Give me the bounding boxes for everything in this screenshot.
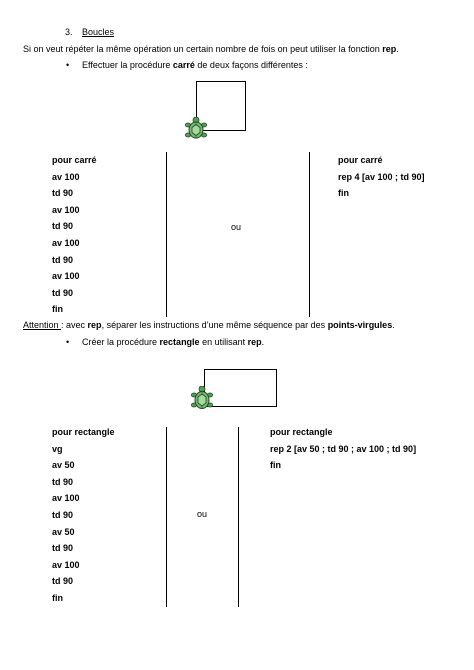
code-line: av 100 (52, 271, 80, 282)
code-line: av 50 (52, 526, 75, 537)
intro-text: Si on veut répéter la même opération un certain nombre de fois on peut utiliser la fonction (23, 44, 383, 54)
task1-end: de deux façons différentes : (194, 60, 308, 70)
code-line: fin (52, 304, 63, 315)
table1-divider-right (309, 152, 310, 317)
table1-divider-left (166, 152, 167, 317)
table2-or-label: ou (197, 509, 208, 519)
code-line: td 90 (52, 576, 74, 587)
turtle-icon (184, 117, 208, 141)
rectangle-figure (204, 369, 277, 407)
attention-keyword-semicolons: points-virgules (327, 320, 393, 330)
table2-divider-right (238, 427, 239, 607)
code-line: td 90 (52, 221, 74, 232)
section-title: Boucles (82, 27, 115, 37)
attention-text-1: : avec (61, 320, 88, 330)
code-line: td 90 (52, 510, 74, 520)
code-line: av 100 (52, 559, 80, 570)
code-line: av 50 (52, 460, 75, 471)
attention-text-2: , séparer les instructions d’une même séquence par des (101, 320, 328, 330)
bullet-icon: • (66, 60, 70, 70)
code-line: pour carré (338, 155, 383, 165)
code-line: pour rectangle (270, 427, 333, 437)
intro-keyword: rep (382, 44, 397, 54)
task2-line (82, 337, 264, 348)
section-number: 3. (65, 27, 73, 37)
task1-keyword: carré (172, 60, 195, 70)
code-line: rep 2 [av 50 ; td 90 ; av 100 ; td 90] (270, 443, 417, 454)
attention-text-3: . (392, 320, 395, 330)
code-line: pour rectangle (52, 427, 115, 437)
code-line: av 100 (52, 171, 80, 182)
code-line: td 90 (52, 543, 74, 554)
code-line: rep 4 [av 100 ; td 90] (338, 171, 425, 182)
code-line: av 100 (52, 204, 80, 215)
attention-keyword-rep: rep (87, 320, 102, 330)
code-line: fin (270, 460, 281, 471)
code-line: td 90 (52, 476, 74, 487)
intro-line (23, 44, 399, 55)
code-line: td 90 (52, 287, 74, 298)
table2-divider-left (166, 427, 167, 607)
bullet-icon: • (66, 337, 70, 347)
attention-line (23, 320, 395, 331)
code-line: td 90 (52, 254, 74, 265)
code-line: vg (52, 443, 63, 454)
task2-end: . (261, 337, 265, 347)
attention-label: Attention (23, 320, 62, 330)
intro-end: . (396, 44, 399, 54)
code-line: pour carré (52, 155, 97, 165)
code-line: fin (338, 188, 349, 199)
code-line: td 90 (52, 188, 74, 199)
table1-or-label: ou (231, 222, 242, 232)
code-line: fin (52, 593, 63, 603)
code-line: av 100 (52, 493, 80, 504)
task2-keyword: rectangle (159, 337, 200, 347)
task1-text: Effectuer la procédure (82, 60, 173, 70)
task2-text-2: en utilisant (199, 337, 248, 347)
code-line: av 100 (52, 238, 80, 248)
task2-text: Créer la procédure (82, 337, 160, 347)
turtle-icon (190, 386, 214, 412)
task1-line (82, 60, 308, 71)
task2-keyword-2: rep (247, 337, 262, 347)
